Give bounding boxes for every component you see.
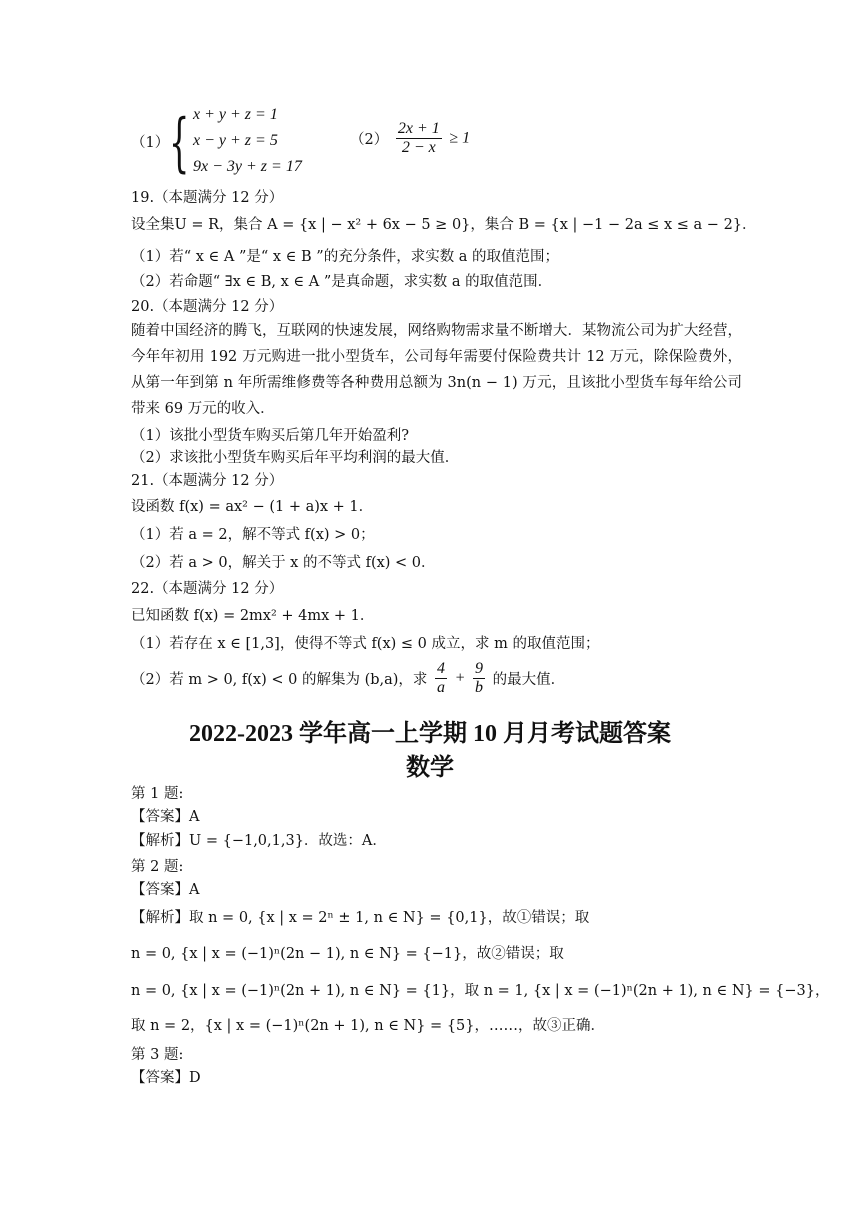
q22-header: 22.（本题满分 12 分） [131, 581, 284, 597]
fraction-numerator: 2x + 1 [397, 120, 440, 137]
q3-answer: 【答案】D [131, 1070, 201, 1086]
q20-header: 20.（本题满分 12 分） [131, 299, 284, 315]
equation-1: x + y + z = 1 [193, 106, 278, 123]
relation: ≥ 1 [449, 129, 471, 147]
q1-label: 第 1 题: [131, 786, 184, 802]
brace-symbol: { [169, 106, 190, 180]
q2-analysis-line2: n = 0, {x | x = (−1)ⁿ(2n − 1), n ∈ N} = {−1}，故②错误；取 [131, 946, 564, 962]
q2-answer: 【答案】A [131, 882, 200, 898]
q22-part2-end: 的最大值． [492, 672, 566, 688]
fraction-numerator: 9 [475, 660, 484, 677]
fraction-denominator: b [475, 679, 484, 696]
q20-part2: （2）求该批小型货车购买后年平均利润的最大值． [131, 450, 460, 466]
q2-label: 第 2 题: [131, 859, 184, 875]
q20-body: 随着中国经济的腾飞，互联网的快速发展，网络购物需求量不断增大．某物流公司为扩大经营，今年年初用 192 万元购进一批小型货车，公司每年需要付保险费共计 12 万元，除保险费外，从第一年到第 n 年所需维修费等各种费用总额为 3n(n − 1) 万元，且该批小型货车每年给公司带来 69 万元的收入． [131, 323, 742, 417]
plus-sign: + [454, 669, 466, 687]
fraction [396, 120, 442, 157]
fraction-denominator: a [437, 679, 446, 696]
q22-intro: 已知函数 f(x) = 2mx² + 4mx + 1． [131, 608, 375, 624]
part-label: （2） [350, 132, 389, 148]
q2-analysis-line1: 【解析】取 n = 0, {x | x = 2ⁿ ± 1, n ∈ N} = {0,1}，故①错误；取 [131, 910, 590, 926]
q3-label: 第 3 题: [131, 1047, 184, 1063]
q21-part2: （2）若 a > 0，解关于 x 的不等式 f(x) < 0． [131, 555, 436, 571]
answers-subtitle: 数学 [406, 755, 454, 781]
q2-analysis-line3: n = 0, {x | x = (−1)ⁿ(2n + 1), n ∈ N} = {1}，取 n = 1, {x | x = (−1)ⁿ(2n + 1), n ∈ N} = {−3}， [131, 983, 830, 999]
q22-part1: （1）若存在 x ∈ [1,3]，使得不等式 f(x) ≤ 0 成立，求 m 的取值范围； [131, 636, 600, 652]
q19-intro: 设全集U = R，集合 A = {x | − x² + 6x − 5 ≥ 0}，集合 B = {x | −1 − 2a ≤ x ≤ a − 2}． [131, 217, 757, 233]
q2-analysis-line4: 取 n = 2，{x | x = (−1)ⁿ(2n + 1), n ∈ N} = {5}，……，故③正确． [131, 1018, 605, 1034]
q1-answer: 【答案】A [131, 809, 200, 825]
q21-part1: （1）若 a = 2，解不等式 f(x) > 0； [131, 527, 375, 543]
answers-title: 2022-2023 学年高一上学期 10 月月考试题答案 [189, 721, 671, 747]
fraction-denominator: 2 − x [401, 139, 436, 156]
q19-part2: （2）若命题“ ∃x ∈ B, x ∈ A ”是真命题，求实数 a 的取值范围． [131, 274, 553, 290]
q18-part2 [350, 120, 470, 157]
equation-3: 9x − 3y + z = 17 [193, 158, 302, 175]
q22-part2-text: （2）若 m > 0, f(x) < 0 的解集为 (b,a)，求 [131, 672, 428, 688]
q1-analysis: 【解析】U = {−1,0,1,3}．故选：A． [131, 833, 387, 849]
document-page: （1） { x + y + z = 1 x − y + z = 5 9x − 3y + z = 17 （2） $\frac{2x + 1}{2 - x}$ ≥ 1 19.（本题满分 12 分） 设全集U = R，集合 A = {x | − x² + 6x − 5 ≥ 0}，集合 B = {x | −1 − 2a ≤ x ≤ a − 2}． （1）若“ x ∈ A ”是“ x ∈ B ”的充分条件，求实数 a 的取值范围； （2）若命题“ ∃x ∈ B, x ∈ A ”是真命题，求实数 a 的取值范围． 20.（本题满分 12 分） 随着中国经济的腾飞，互联网的快速发展，网络购物需求量不断增大．某物流公司为扩大经营，今年年初用 192 万元购进一批小型货车，公司每年需要付保险费共计 12 万元，除保险费外，从第一年到第 n 年所需维修费等各种费用总额为 3n(n − 1) 万元，且该批小型货车每年给公司带来 69 万元的收入． （1）该批小型货车购买后第几年开始盈利? （2）求该批小型货车购买后年平均利润的最大值． 21.（本题满分 12 分） 设函数 f(x) = ax² − (1 + a)x + 1． （1）若 a = 2，解不等式 f(x) > 0； （2）若 a > 0，解关于 x 的不等式 f(x) < 0． 22.（本题满分 12 分） 已知函数 f(x) = 2mx² + 4mx + 1． （1）若存在 x ∈ [1,3]，使得不等式 f(x) ≤ 0 成立，求 m 的取值范围； （2）若 m > 0, f(x) < 0 的解集为 (b,a)，求 $\frac{4}{a}$ + $\frac{9}{b}$ 的最大值． 2022-2023 学年高一上学期 10 月月考试题答案 数学 第 1 题: 【答案】A 【解析】U = {−1,0,1,3}．故选：A． 第 2 题: 【答案】A 【解析】取 n = 0, {x | x = 2ⁿ ± 1, n ∈ N} = {0,1}，故①错误；取 n = 0, {x | x = (−1)ⁿ(2n − 1), n ∈ N} = {−1}，故②错误；取 n = 0, {x | x = (−1)ⁿ(2n + 1), n ∈ N} = {1}，取 n = 1, {x | x = (−1)ⁿ(2n + 1), n ∈ N} = {−3}， 取 n = 2，{x | x = (−1)ⁿ(2n + 1), n ∈ N} = {5}，……，故③正确． 第 3 题: 【答案】D [0, 0, 860, 1216]
fraction-9-over-b [473, 660, 485, 697]
fraction-4-over-a [435, 660, 447, 697]
q21-intro: 设函数 f(x) = ax² − (1 + a)x + 1． [131, 499, 374, 515]
q21-header: 21.（本题满分 12 分） [131, 473, 284, 489]
fraction-numerator: 4 [437, 660, 446, 677]
q19-part1: （1）若“ x ∈ A ”是“ x ∈ B ”的充分条件，求实数 a 的取值范围； [131, 249, 560, 265]
q20-part1: （1）该批小型货车购买后第几年开始盈利? [131, 428, 409, 444]
q19-header: 19.（本题满分 12 分） [131, 190, 284, 206]
q22-part2 [131, 660, 565, 697]
equation-2: x − y + z = 5 [193, 132, 278, 149]
